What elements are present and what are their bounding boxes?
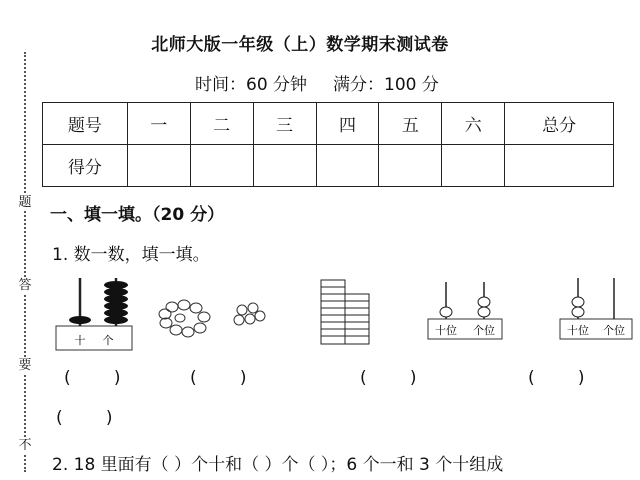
score-header-cell: 四 <box>316 103 379 145</box>
score-cell[interactable] <box>253 145 316 187</box>
score-cell[interactable] <box>379 145 442 187</box>
abacus-bead <box>104 309 128 317</box>
abacus-bead <box>440 307 452 317</box>
abacus-ten-label: 十位 <box>435 324 457 337</box>
answer-blank[interactable]: ( ) <box>56 408 113 428</box>
abacus-bead <box>572 297 584 307</box>
exam-full-score: 满分：100 分 <box>333 75 439 95</box>
abacus-bead <box>104 316 128 324</box>
margin-char: 题 <box>16 195 34 211</box>
score-table-header-row <box>43 103 614 145</box>
score-header-cell: 二 <box>190 103 253 145</box>
circle-ring-figure <box>159 300 210 337</box>
abacus-bead <box>104 288 128 296</box>
abacus-ten-label: 十 <box>74 334 86 347</box>
exam-title: 北师大版一年级（上）数学期末测试卷 <box>151 35 449 55</box>
abacus-bead <box>478 297 490 307</box>
binding-dotted-line <box>24 52 26 472</box>
margin-char: 不 <box>16 438 34 454</box>
answer-blank[interactable]: ( ) <box>528 368 585 388</box>
score-header-cell: 题号 <box>43 103 128 145</box>
abacus-ten-label: 十位 <box>567 324 589 337</box>
circle-cluster-figure <box>234 303 265 325</box>
abacus-bead <box>104 295 128 303</box>
score-cell[interactable] <box>442 145 505 187</box>
question-1-text: 1. 数一数，填一填。 <box>52 245 210 265</box>
score-header-cell: 三 <box>253 103 316 145</box>
exam-time: 时间：60 分钟 <box>195 75 308 95</box>
score-table <box>42 102 614 187</box>
score-cell[interactable] <box>127 145 190 187</box>
score-row-label: 得分 <box>43 145 128 187</box>
score-cell[interactable] <box>316 145 379 187</box>
score-header-cell: 总分 <box>505 103 614 145</box>
abacus-bead <box>572 307 584 317</box>
question-2-text: 2. 18 里面有（ ）个十和（ ）个（ ）；6 个一和 3 个十组成 <box>52 455 504 475</box>
abacus-bead <box>104 302 128 310</box>
score-header-cell: 六 <box>442 103 505 145</box>
abacus-figure-3 <box>560 278 632 339</box>
score-cell[interactable] <box>505 145 614 187</box>
score-header-cell: 五 <box>379 103 442 145</box>
abacus-figure-1 <box>56 278 132 350</box>
abacus-one-label: 个 <box>102 334 114 347</box>
abacus-bead <box>104 281 128 289</box>
score-table-score-row <box>43 145 614 187</box>
answer-blank[interactable]: ( ) <box>190 368 247 388</box>
score-cell[interactable] <box>190 145 253 187</box>
exam-meta <box>195 70 439 95</box>
section-title: 一、填一填。（20 分） <box>50 205 225 225</box>
abacus-one-label: 个位 <box>473 324 495 337</box>
stick-bundle-figure <box>321 280 369 344</box>
question-1-figures <box>0 270 640 360</box>
abacus-one-label: 个位 <box>603 324 625 337</box>
abacus-figure-2 <box>428 282 502 339</box>
score-header-cell: 一 <box>127 103 190 145</box>
abacus-bead <box>69 316 91 324</box>
margin-char: 答 <box>16 278 34 294</box>
answer-blank[interactable]: ( ) <box>360 368 417 388</box>
answer-blank[interactable]: ( ) <box>64 368 121 388</box>
margin-char: 要 <box>16 358 34 374</box>
abacus-bead <box>478 307 490 317</box>
